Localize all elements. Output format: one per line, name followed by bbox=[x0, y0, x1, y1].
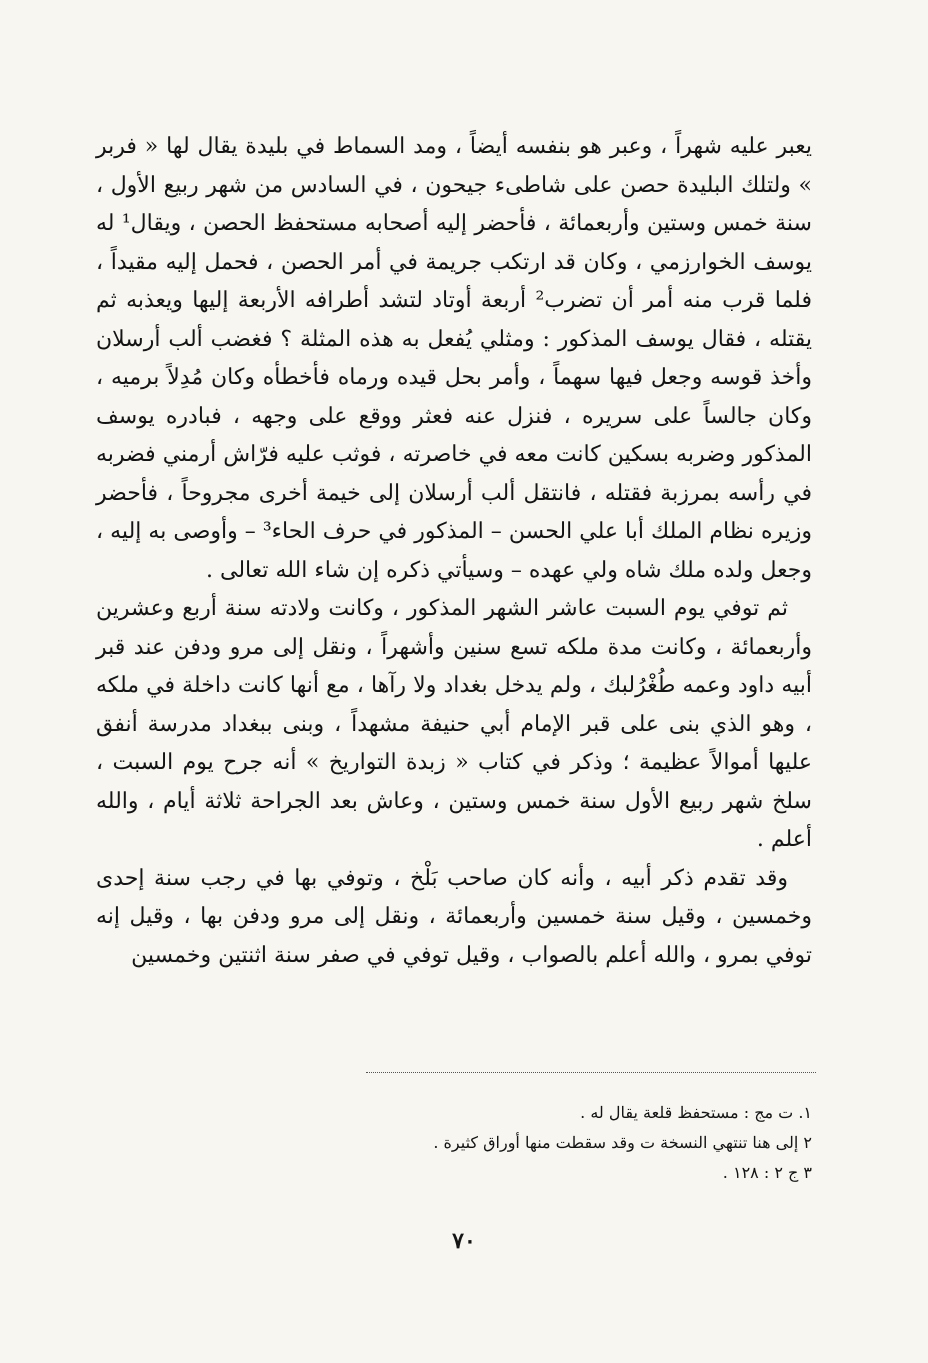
footnotes bbox=[300, 1098, 812, 1188]
paragraph-2: ثم توفي يوم السبت عاشر الشهر المذكور ، وكانت ولادته سنة أربع وعشرين وأربعمائة ، وكانت مدة ملكه تسع سنين وأشهراً ، ونقل إلى مرو ودفن عند قبر أبيه داود وعمه طُغْرُلبك ، ولم يدخل بغداد ولا رآها ، مع أنها كانت داخلة في ملكه ، وهو الذي بنى على قبر الإمام أبي حنيفة مشهداً ، وبنى ببغداد مدرسة أنفق عليها أموالاً عظيمة ؛ وذكر في كتاب « زبدة التواريخ » أنه جرح يوم السبت ، سلخ شهر ربيع الأول سنة خمس وستين ، وعاش بعد الجراحة ثلاثة أيام ، والله أعلم . bbox=[96, 596, 812, 852]
footnote-3: ٣ ج ٢ : ١٢٨ . bbox=[722, 1163, 812, 1182]
paragraph-1: يعبر عليه شهراً ، وعبر هو بنفسه أيضاً ، ومد السماط في بليدة يقال لها « فربر » ولتلك البليدة حصن على شاطىء جيحون ، في السادس من شهر ربيع الأول ، سنة خمس وستين وأربعمائة ، فأحضر إليه أصحابه مستحفظ الحصن ، ويقال¹ له يوسف الخوارزمي ، وكان قد ارتكب جريمة في أمر الحصن ، فحمل إليه مقيداً ، فلما قرب منه أمر أن تضرب² أربعة أوتاد لتشد أطرافه الأربعة إليها ويعذبه ثم يقتله ، فقال يوسف المذكور : ومثلي يُفعل به هذه المثلة ؟ فغضب ألب أرسلان وأخذ قوسه وجعل فيها سهماً ، وأمر بحل قيده ورماه فأخطأه وكان مُدِلاً برميه ، وكان جالساً على سريره ، فنزل عنه فعثر ووقع على وجهه ، فبادره يوسف المذكور وضربه بسكين كانت معه في خاصرته ، فوثب عليه فرّاش أرمني فضربه في رأسه بمرزبة فقتله ، فانتقل ألب أرسلان إلى خيمة أخرى مجروحاً ، فأحضر وزيره نظام الملك أبا علي الحسن – المذكور في حرف الحاء³ – وأوصى به إليه ، وجعل ولده ملك شاه ولي عهده – وسيأتي ذكره إن شاء الله تعالى . bbox=[96, 134, 812, 583]
page-number: ٧٠ bbox=[452, 1228, 476, 1254]
main-text bbox=[96, 128, 812, 975]
footnote-1: ١. ت مج : مستحفظ قلعة يقال له . bbox=[580, 1103, 812, 1122]
paragraph-3: وقد تقدم ذكر أبيه ، وأنه كان صاحب بَلْخ ، وتوفي بها في رجب سنة إحدى وخمسين ، وقيل سنة خمسين وأربعمائة ، ونقل إلى مرو ودفن بها ، وقيل إنه توفي بمرو ، والله أعلم بالصواب ، وقيل توفي في صفر سنة اثنتين وخمسين bbox=[96, 865, 812, 968]
footnote-2: ٢ إلى هنا تنتهي النسخة ت وقد سقطت منها أوراق كثيرة . bbox=[433, 1133, 812, 1152]
footnote-divider bbox=[366, 1072, 816, 1073]
